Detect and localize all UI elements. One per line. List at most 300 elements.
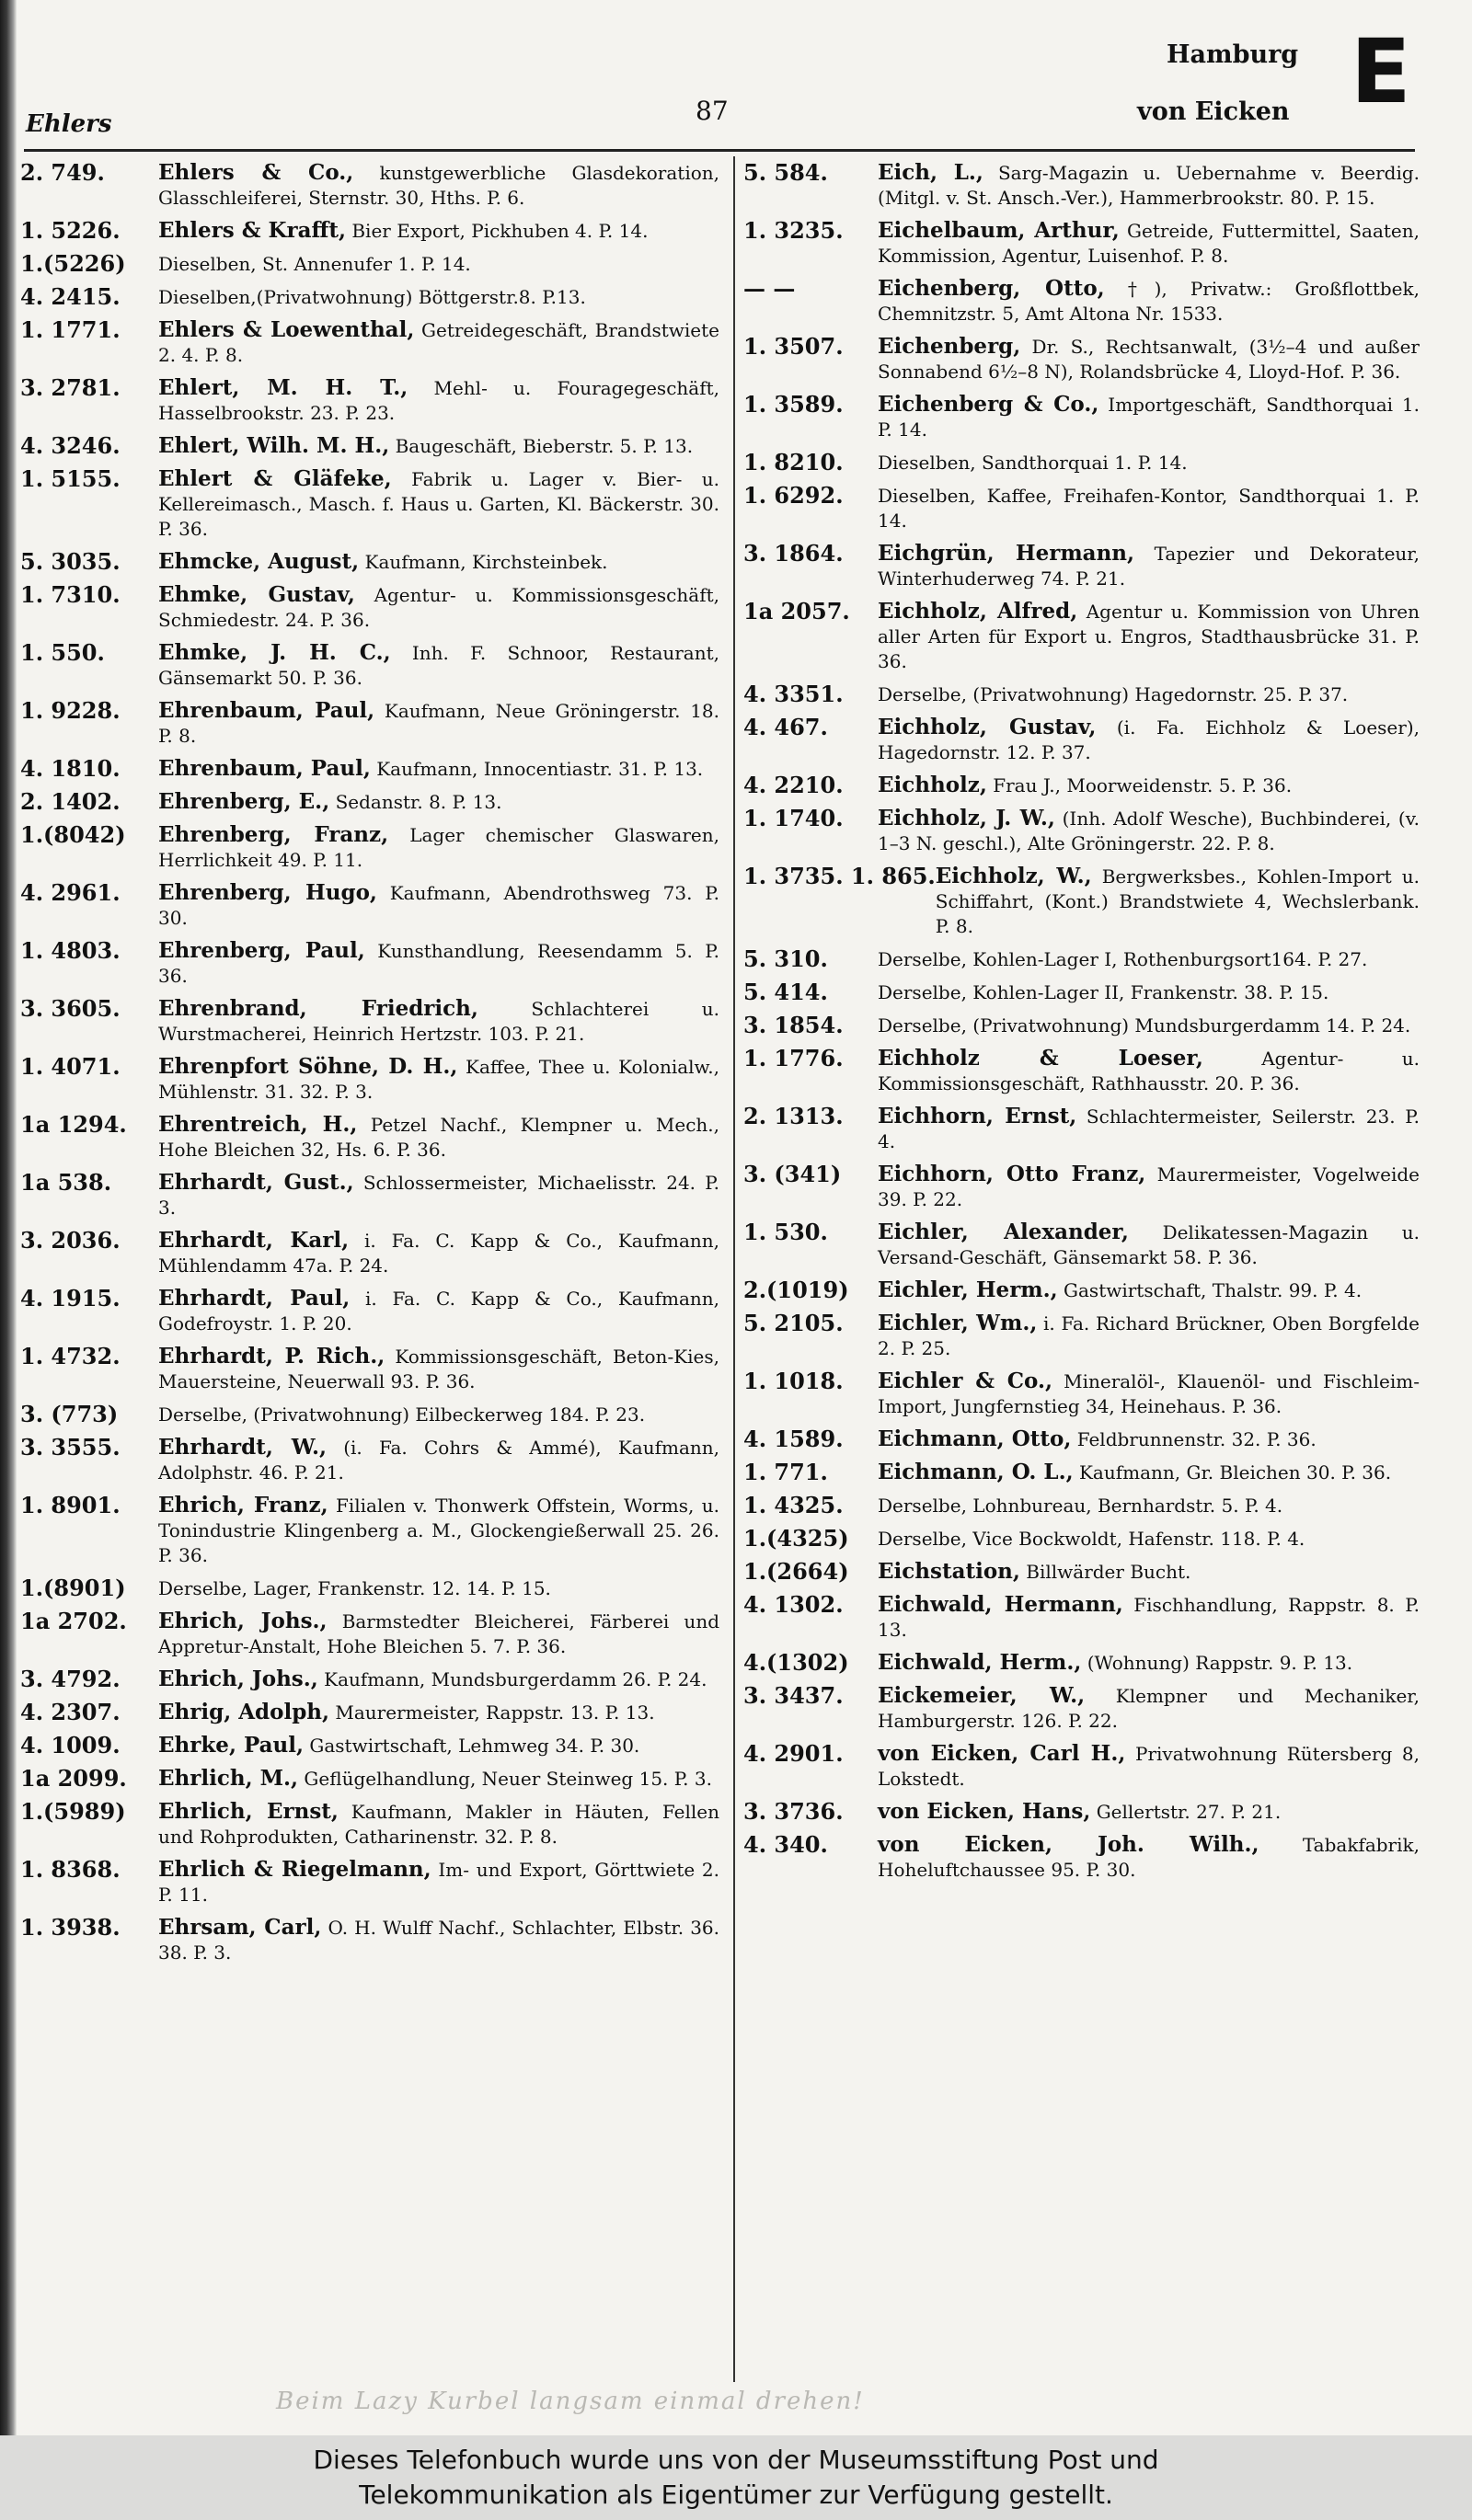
entry-text xyxy=(878,218,1420,269)
entry-details: Derselbe, Kohlen-Lager I, Rothenburgsort164. P. 27. xyxy=(878,948,1368,970)
entry-name: Ehrig, Adolph, xyxy=(158,1700,330,1724)
entry-text xyxy=(878,160,1420,211)
entry-name: Ehmcke, August, xyxy=(158,549,360,574)
entry-text xyxy=(878,334,1420,384)
entry-name: Eichenberg & Co., xyxy=(878,392,1099,417)
entry-name: Ehrhardt, Gust., xyxy=(158,1170,354,1195)
entry-details: Fischhandlung, Rappstr. 8. P. 13. xyxy=(878,1594,1420,1641)
entry-details: (i. Fa. Eichholz & Loeser), Hagedornstr. 12. P. 37. xyxy=(878,716,1420,763)
entry-name: Eichwald, Herm., xyxy=(878,1650,1082,1675)
entry-name: Eichenberg, Otto, xyxy=(878,276,1105,301)
entry-text xyxy=(878,1220,1420,1270)
entry-phone-number: 1. 4803. xyxy=(20,937,121,964)
entry-text xyxy=(158,1667,719,1692)
directory-entry xyxy=(20,756,719,782)
entry-text xyxy=(878,806,1420,856)
entry-details: Tabakfabrik, Hoheluftchaussee 95. P. 30. xyxy=(878,1834,1420,1881)
entry-name: Ehrich, Franz, xyxy=(158,1493,328,1518)
entry-text xyxy=(158,160,719,211)
directory-entry xyxy=(20,284,719,310)
entry-name: Ehlers & Loewenthal, xyxy=(158,317,415,342)
entry-details: Maurermeister, Vogelweide 39. P. 22. xyxy=(878,1163,1420,1210)
entry-name: Eichholz & Loeser, xyxy=(878,1046,1203,1071)
entry-text xyxy=(878,1741,1420,1792)
entry-details: Maurermeister, Rappstr. 13. P. 13. xyxy=(335,1701,655,1724)
entry-details: Derselbe, Kohlen-Lager II, Frankenstr. 38. P. 15. xyxy=(878,981,1329,1003)
directory-entry xyxy=(20,1857,719,1907)
section-letter: E xyxy=(1351,20,1411,123)
entry-phone-number: — — xyxy=(743,275,796,302)
entry-details: Kaufmann, Innocentiastr. 31. P. 13. xyxy=(376,758,704,780)
directory-entry xyxy=(743,1369,1420,1419)
entry-details: Barmstedter Bleicherei, Färberei und Appretur-Anstalt, Hohe Bleichen 5. 7. P. 36. xyxy=(158,1610,719,1657)
entry-phone-number: 1. 1771. xyxy=(20,316,121,343)
entry-name: Eichholz, W., xyxy=(935,864,1092,888)
entry-phone-number: 4. 2307. xyxy=(20,1699,121,1725)
entry-text xyxy=(878,392,1420,442)
directory-entry xyxy=(20,1700,719,1725)
entry-text xyxy=(158,1575,719,1601)
entry-phone-number: 1. 771. xyxy=(743,1459,828,1485)
directory-entry xyxy=(743,334,1420,384)
running-head-right: von Eicken xyxy=(1137,97,1290,126)
entry-details: Kaffee, Thee u. Kolonialw., Mühlenstr. 31. 32. P. 3. xyxy=(158,1056,720,1103)
caption-line-1: Dieses Telefonbuch wurde uns von der Museumsstiftung Post und xyxy=(313,2445,1159,2475)
entry-details: Gastwirtschaft, Thalstr. 99. P. 4. xyxy=(1064,1279,1363,1301)
entry-details: Schlachterei u. Wurstmacherei, Heinrich Hertzstr. 103. P. 21. xyxy=(158,998,720,1045)
entry-details: Dieselben,(Privatwohnung) Böttgerstr.8. P.13. xyxy=(158,286,586,308)
entry-text xyxy=(878,541,1420,591)
directory-entry xyxy=(20,1435,719,1485)
page-number: 87 xyxy=(696,96,729,126)
entry-text xyxy=(878,979,1420,1005)
directory-entry xyxy=(20,1493,719,1568)
entry-name: Eichhorn, Ernst, xyxy=(878,1104,1077,1128)
entry-details: i. Fa. Richard Brückner, Oben Borgfelde 2. P. 25. xyxy=(878,1312,1420,1359)
entry-details: O. H. Wulff Nachf., Schlachter, Elbstr. 36. 38. P. 3. xyxy=(158,1917,720,1964)
directory-entry xyxy=(743,1220,1420,1270)
entry-phone-number: 1. 3235. xyxy=(743,217,844,244)
entry-text xyxy=(158,1766,719,1792)
entry-phone-number: 1. 8210. xyxy=(743,449,844,475)
directory-entry xyxy=(20,1915,719,1965)
entry-name: Eichenberg, xyxy=(878,334,1021,359)
directory-entry xyxy=(743,1683,1420,1734)
entry-phone-number: 1. 6292. xyxy=(743,482,844,509)
entry-details: (Inh. Adolf Wesche), Buchbinderei, (v. 1–3 N. geschl.), Alte Gröningerstr. 22. P. 8. xyxy=(878,808,1420,854)
directory-entry xyxy=(20,938,719,989)
entry-name: Ehlert, M. H. T., xyxy=(158,375,408,400)
entry-name: Ehlers & Krafft, xyxy=(158,218,346,243)
header-rule xyxy=(24,149,1415,152)
entry-name: Ehrich, Johs., xyxy=(158,1667,318,1691)
entry-text xyxy=(158,938,719,989)
entry-text xyxy=(158,640,719,691)
entry-phone-number: 1. 1018. xyxy=(743,1368,844,1394)
entry-phone-number: 1. 8368. xyxy=(20,1856,121,1883)
entry-details: Derselbe, (Privatwohnung) Mundsburgerdamm 14. P. 24. xyxy=(878,1014,1411,1037)
directory-entry xyxy=(743,1592,1420,1643)
entry-phone-number: 1.(5226) xyxy=(20,250,126,277)
entry-name: Eichler, Wm., xyxy=(878,1311,1038,1335)
entry-phone-number: 3. 2781. xyxy=(20,374,121,401)
entry-text xyxy=(158,1857,719,1907)
entry-details: Delikatessen-Magazin u. Versand-Geschäft, Gänsemarkt 58. P. 36. xyxy=(878,1221,1420,1268)
entry-phone-number: 1a 2099. xyxy=(20,1765,127,1792)
directory-entry xyxy=(20,789,719,815)
entry-phone-number: 1a 1294. xyxy=(20,1111,127,1138)
entry-phone-number: 4. 2210. xyxy=(743,772,844,798)
entry-details: Kaufmann, Gr. Bleichen 30. P. 36. xyxy=(1078,1461,1392,1483)
entry-phone-number: 1. 4325. xyxy=(743,1492,844,1518)
faint-footer-text: Beim Lazy Kurbel langsam einmal drehen! xyxy=(276,2388,865,2415)
directory-entry xyxy=(743,218,1420,269)
entry-phone-number: 5. 310. xyxy=(743,945,828,972)
entry-text xyxy=(158,218,719,244)
entry-name: Eichholz, Gustav, xyxy=(878,715,1097,739)
entry-phone-number: 3. 2036. xyxy=(20,1227,121,1254)
entry-name: Ehrenpfort Söhne, D. H., xyxy=(158,1054,458,1079)
directory-entry xyxy=(743,1046,1420,1096)
entry-name: von Eicken, Carl H., xyxy=(878,1741,1126,1766)
directory-entry xyxy=(20,640,719,691)
directory-entry xyxy=(20,996,719,1047)
entry-name: Ehrke, Paul, xyxy=(158,1733,305,1758)
entry-name: Ehrenbaum, Paul, xyxy=(158,756,371,781)
entry-text xyxy=(878,1493,1420,1518)
entry-phone-number: 1. 1776. xyxy=(743,1045,844,1071)
entry-text xyxy=(878,1277,1420,1303)
directory-entry xyxy=(743,1311,1420,1361)
entry-name: Ehrenbaum, Paul, xyxy=(158,698,375,723)
entry-phone-number: 1. 4071. xyxy=(20,1053,121,1080)
entry-text xyxy=(878,773,1420,798)
entry-details: Mineralöl-, Klauenöl- und Fischleim-Import, Jungfernstieg 34, Heinehaus. P. 36. xyxy=(878,1370,1420,1417)
entry-details: Kaufmann, Neue Gröningerstr. 18. P. 8. xyxy=(158,700,720,747)
running-head-left: Ehlers xyxy=(26,110,112,138)
entry-name: Eichwald, Hermann, xyxy=(878,1592,1123,1617)
directory-entry xyxy=(743,1799,1420,1825)
entry-text xyxy=(158,1915,719,1965)
entry-phone-number: 3. 1864. xyxy=(743,540,844,567)
directory-entry xyxy=(20,466,719,542)
directory-entry xyxy=(743,276,1420,326)
entry-name: Ehrentreich, H., xyxy=(158,1112,358,1137)
entry-text xyxy=(878,682,1420,707)
entry-details: Frau J., Moorweidenstr. 5. P. 36. xyxy=(993,774,1293,796)
directory-entry xyxy=(20,582,719,633)
entry-text xyxy=(878,276,1420,326)
entry-text xyxy=(878,1162,1420,1212)
entry-details: Sedanstr. 8. P. 13. xyxy=(335,791,502,813)
entry-name: Eichler, Herm., xyxy=(878,1277,1058,1302)
entry-details: Dieselben, Kaffee, Freihafen-Kontor, Sandthorquai 1. P. 14. xyxy=(878,485,1420,532)
entry-details: Im- und Export, Görttwiete 2. P. 11. xyxy=(158,1859,719,1906)
entry-details: Agentur u. Kommission von Uhren aller Arten für Export u. Engros, Stadthausbrücke 31. P. 36. xyxy=(878,601,1420,672)
directory-entry xyxy=(20,1575,719,1601)
entry-text xyxy=(158,549,719,575)
entry-text xyxy=(158,582,719,633)
entry-name: Ehmke, J. H. C., xyxy=(158,640,391,665)
entry-name: Ehrenberg, E., xyxy=(158,789,330,814)
entry-phone-number: 1. 530. xyxy=(743,1219,828,1245)
entry-name: Ehrenberg, Hugo, xyxy=(158,880,377,905)
entry-text xyxy=(158,284,719,310)
entry-text xyxy=(158,880,719,931)
entry-name: Ehrlich, M., xyxy=(158,1766,299,1791)
entry-details: Kaufmann, Makler in Häuten, Fellen und Rohprodukten, Catharinenstr. 32. P. 8. xyxy=(158,1801,719,1848)
entry-details: Privatwohnung Rütersberg 8, Lokstedt. xyxy=(878,1743,1420,1790)
entry-phone-number: 4. 3246. xyxy=(20,432,121,459)
directory-entry xyxy=(743,1741,1420,1792)
directory-entry xyxy=(743,392,1420,442)
entry-details: Schlossermeister, Michaelisstr. 24. P. 3. xyxy=(158,1172,720,1219)
directory-entry xyxy=(743,1162,1420,1212)
entry-text xyxy=(158,996,719,1047)
entry-details: Feldbrunnenstr. 32. P. 36. xyxy=(1076,1428,1317,1450)
directory-entry xyxy=(20,549,719,575)
entry-name: Ehrlich, Ernst, xyxy=(158,1799,339,1824)
entry-details: i. Fa. C. Kapp & Co., Kaufmann, Godefroystr. 1. P. 20. xyxy=(158,1288,719,1334)
entry-name: Eichstation, xyxy=(878,1559,1020,1584)
entry-name: Eich, L., xyxy=(878,160,983,185)
entry-phone-number: 4. 340. xyxy=(743,1831,828,1858)
directory-entry xyxy=(20,1228,719,1278)
entry-phone-number: 4. 2415. xyxy=(20,283,121,310)
entry-name: Eichholz, J. W., xyxy=(878,806,1055,830)
entry-details: Getreidegeschäft, Brandstwiete 2. 4. P. 8. xyxy=(158,319,720,366)
entry-phone-number: 3. (341) xyxy=(743,1161,842,1187)
entry-phone-number: 4. 1009. xyxy=(20,1732,121,1758)
entry-text xyxy=(158,1700,719,1725)
column-divider xyxy=(733,156,735,2382)
entry-name: Ehmke, Gustav, xyxy=(158,582,355,607)
entry-text xyxy=(878,1559,1420,1585)
entry-phone-number: 5. 3035. xyxy=(20,548,121,575)
entry-details: Getreide, Futtermittel, Saaten, Kommission, Agentur, Luisenhof. P. 8. xyxy=(878,220,1420,267)
entry-name: von Eicken, Joh. Wilh., xyxy=(878,1832,1259,1857)
entry-text xyxy=(158,1733,719,1758)
directory-entry xyxy=(20,1667,719,1692)
entry-text xyxy=(158,1435,719,1485)
entry-text xyxy=(158,466,719,542)
directory-entry xyxy=(20,1402,719,1427)
directory-entry xyxy=(20,251,719,277)
entry-details: Tapezier und Dekorateur, Winterhuderweg 74. P. 21. xyxy=(878,543,1420,590)
entry-details: i. Fa. C. Kapp & Co., Kaufmann, Mühlendamm 47a. P. 24. xyxy=(158,1230,719,1277)
entry-name: Ehrenbrand, Friedrich, xyxy=(158,996,478,1021)
entry-details: Kaufmann, Abendrothsweg 73. P. 30. xyxy=(158,882,719,929)
entry-text xyxy=(936,864,1420,939)
directory-entry xyxy=(743,806,1420,856)
entry-name: Ehrenberg, Paul, xyxy=(158,938,365,963)
directory-entry xyxy=(20,433,719,459)
entry-phone-number: 1. 3735. 1. 865. xyxy=(743,863,936,889)
entry-text xyxy=(878,1369,1420,1419)
entry-name: Ehlert & Gläfeke, xyxy=(158,466,392,491)
entry-text xyxy=(878,715,1420,765)
entry-details: (Wohnung) Rappstr. 9. P. 13. xyxy=(1087,1652,1353,1674)
entry-phone-number: 1a 2702. xyxy=(20,1608,127,1634)
entry-text xyxy=(158,433,719,459)
entry-details: Agentur- u. Kommissionsgeschäft, Rathhausstr. 20. P. 36. xyxy=(878,1048,1420,1094)
entry-phone-number: 1. 5155. xyxy=(20,465,121,492)
entry-phone-number: 4. 2901. xyxy=(743,1740,844,1767)
entry-details: Fabrik u. Lager v. Bier- u. Kellereimasch., Masch. f. Haus u. Garten, Kl. Bäckerstr. 30. P. 36. xyxy=(158,468,720,540)
entry-text xyxy=(158,1112,719,1163)
directory-entry xyxy=(743,1013,1420,1038)
entry-phone-number: 3. 3555. xyxy=(20,1434,121,1460)
entry-name: Eichelbaum, Arthur, xyxy=(878,218,1120,243)
directory-entry xyxy=(743,483,1420,533)
entry-text xyxy=(878,450,1420,475)
running-head-city: Hamburg xyxy=(1167,40,1299,69)
entry-phone-number: 3. 4792. xyxy=(20,1666,121,1692)
entry-phone-number: 1. 3589. xyxy=(743,391,844,418)
entry-details: Importgeschäft, Sandthorquai 1. P. 14. xyxy=(878,394,1420,441)
entry-text xyxy=(878,1799,1420,1825)
directory-entry xyxy=(20,1054,719,1105)
entry-name: Ehrich, Johs., xyxy=(158,1609,328,1633)
directory-entry xyxy=(743,715,1420,765)
directory-entry xyxy=(743,682,1420,707)
entry-details: Derselbe, Lager, Frankenstr. 12. 14. P. 15. xyxy=(158,1577,551,1599)
entry-phone-number: 4. 2961. xyxy=(20,879,121,906)
right-column xyxy=(743,160,1420,1890)
entry-phone-number: 2. 1313. xyxy=(743,1103,844,1129)
entry-text xyxy=(878,1460,1420,1485)
directory-entry xyxy=(743,1277,1420,1303)
entry-details: Derselbe, (Privatwohnung) Hagedornstr. 25. P. 37. xyxy=(878,683,1349,705)
entry-phone-number: 1. 8901. xyxy=(20,1492,121,1518)
entry-text xyxy=(158,698,719,749)
directory-entry xyxy=(20,218,719,244)
entry-text xyxy=(158,375,719,426)
directory-entry xyxy=(743,1559,1420,1585)
entry-text xyxy=(878,1526,1420,1552)
entry-details: Lager chemischer Glaswaren, Herrlichkeit 49. P. 11. xyxy=(158,824,719,871)
entry-details: Bergwerksbes., Kohlen-Import u. Schiffahrt, (Kont.) Brandstwiete 4, Wechslerbank. P. 8. xyxy=(935,865,1420,937)
entry-details: Kunsthandlung, Reesendamm 5. P. 36. xyxy=(158,940,720,987)
entry-name: Eichgrün, Hermann, xyxy=(878,541,1135,566)
directory-entry xyxy=(20,160,719,211)
entry-text xyxy=(158,1286,719,1336)
directory-entry xyxy=(20,1799,719,1850)
entry-phone-number: 2. 1402. xyxy=(20,788,121,815)
directory-entry xyxy=(20,880,719,931)
entry-details: Agentur- u. Kommissionsgeschäft, Schmiedestr. 24. P. 36. xyxy=(158,584,719,631)
directory-entry xyxy=(743,1650,1420,1676)
entry-phone-number: 1a 2057. xyxy=(743,598,850,624)
entry-phone-number: 1.(5989) xyxy=(20,1798,126,1825)
entry-text xyxy=(878,483,1420,533)
entry-phone-number: 4. 467. xyxy=(743,714,828,740)
entry-text xyxy=(158,822,719,873)
entry-details: Derselbe, Vice Bockwoldt, Hafenstr. 118. P. 4. xyxy=(878,1528,1305,1550)
entry-name: Eichhorn, Otto Franz, xyxy=(878,1162,1146,1186)
entry-phone-number: 5. 414. xyxy=(743,979,828,1005)
entry-details: Petzel Nachf., Klempner u. Mech., Hohe Bleichen 32, Hs. 6. P. 36. xyxy=(158,1114,720,1161)
entry-details: Filialen v. Thonwerk Offstein, Worms, u. Tonindustrie Klingenberg a. M., Glockengießerwall 25. 26. P. 36. xyxy=(158,1495,720,1566)
entry-details: Derselbe, (Privatwohnung) Eilbeckerweg 184. P. 23. xyxy=(158,1403,646,1426)
entry-phone-number: 3. 3437. xyxy=(743,1682,844,1709)
directory-entry xyxy=(20,1344,719,1394)
directory-entry xyxy=(20,698,719,749)
caption-line-2: Telekommunikation als Eigentümer zur Verfügung gestellt. xyxy=(359,2480,1113,2510)
archive-caption xyxy=(0,2435,1472,2520)
directory-entry xyxy=(20,1112,719,1163)
entry-phone-number: 1. 4732. xyxy=(20,1343,121,1369)
entry-phone-number: 4. 1915. xyxy=(20,1285,121,1312)
directory-entry xyxy=(743,541,1420,591)
entry-phone-number: 3. 3605. xyxy=(20,995,121,1022)
directory-entry xyxy=(20,1766,719,1792)
entry-text xyxy=(158,1170,719,1220)
entry-details: Geflügelhandlung, Neuer Steinweg 15. P. 3. xyxy=(304,1768,712,1790)
entry-text xyxy=(878,946,1420,972)
entry-details: Kommissionsgeschäft, Beton-Kies, Mauersteine, Neuerwall 93. P. 36. xyxy=(158,1346,719,1392)
entry-text xyxy=(158,1344,719,1394)
entry-phone-number: 2.(1019) xyxy=(743,1277,849,1303)
entry-name: Ehrlich & Riegelmann, xyxy=(158,1857,431,1882)
book-binding-edge xyxy=(0,0,17,2435)
entry-name: Ehrhardt, Paul, xyxy=(158,1286,351,1311)
entry-phone-number: 4. 1302. xyxy=(743,1591,844,1618)
entry-details: Gellertstr. 27. P. 21. xyxy=(1096,1801,1282,1823)
directory-entry xyxy=(743,946,1420,972)
entry-phone-number: 1. 1740. xyxy=(743,805,844,831)
entry-text xyxy=(878,1426,1420,1452)
directory-entry xyxy=(20,822,719,873)
directory-entry xyxy=(743,1426,1420,1452)
entry-name: Eichmann, Otto, xyxy=(878,1426,1072,1451)
entry-phone-number: 1. 3938. xyxy=(20,1914,121,1941)
entry-details: Baugeschäft, Bieberstr. 5. P. 13. xyxy=(395,435,694,457)
entry-text xyxy=(878,1311,1420,1361)
entry-name: Ehrsam, Carl, xyxy=(158,1915,322,1940)
entry-text xyxy=(878,1592,1420,1643)
entry-text xyxy=(158,1402,719,1427)
entry-name: Ehrhardt, Karl, xyxy=(158,1228,350,1253)
directory-entry xyxy=(20,375,719,426)
entry-details: Dr. S., Rechtsanwalt, (3½–4 und außer Sonnabend 6½–8 N), Rolandsbrücke 4, Lloyd-Hof. P. 36. xyxy=(878,336,1420,383)
entry-details: Bier Export, Pickhuben 4. P. 14. xyxy=(351,220,649,242)
entry-phone-number: 1.(2664) xyxy=(743,1558,849,1585)
directory-entry xyxy=(20,1733,719,1758)
directory-entry xyxy=(743,864,1420,939)
entry-name: von Eicken, Hans, xyxy=(878,1799,1091,1824)
entry-name: Eickemeier, W., xyxy=(878,1683,1086,1708)
entry-text xyxy=(158,251,719,277)
entry-name: Ehlers & Co., xyxy=(158,160,354,185)
entry-details: Mehl- u. Fouragegeschäft, Hasselbrookstr. 23. P. 23. xyxy=(158,377,719,424)
entry-name: Eichler & Co., xyxy=(878,1369,1052,1393)
entry-text xyxy=(158,1228,719,1278)
entry-details: Schlachtermeister, Seilerstr. 23. P. 4. xyxy=(878,1105,1420,1152)
entry-details: (i. Fa. Cohrs & Ammé), Kaufmann, Adolphstr. 46. P. 21. xyxy=(158,1437,719,1483)
entry-phone-number: 3. 1854. xyxy=(743,1012,844,1038)
entry-phone-number: 4. 1589. xyxy=(743,1426,844,1452)
entry-phone-number: 4. 1810. xyxy=(20,755,121,782)
entry-text xyxy=(158,1493,719,1568)
entry-phone-number: 5. 584. xyxy=(743,159,828,186)
entry-phone-number: 3. (773) xyxy=(20,1401,119,1427)
directory-entry xyxy=(743,773,1420,798)
entry-details: Inh. F. Schnoor, Restaurant, Gänsemarkt 50. P. 36. xyxy=(158,642,720,689)
directory-entry xyxy=(743,160,1420,211)
directory-entry xyxy=(20,317,719,368)
entry-name: Eichler, Alexander, xyxy=(878,1220,1129,1244)
